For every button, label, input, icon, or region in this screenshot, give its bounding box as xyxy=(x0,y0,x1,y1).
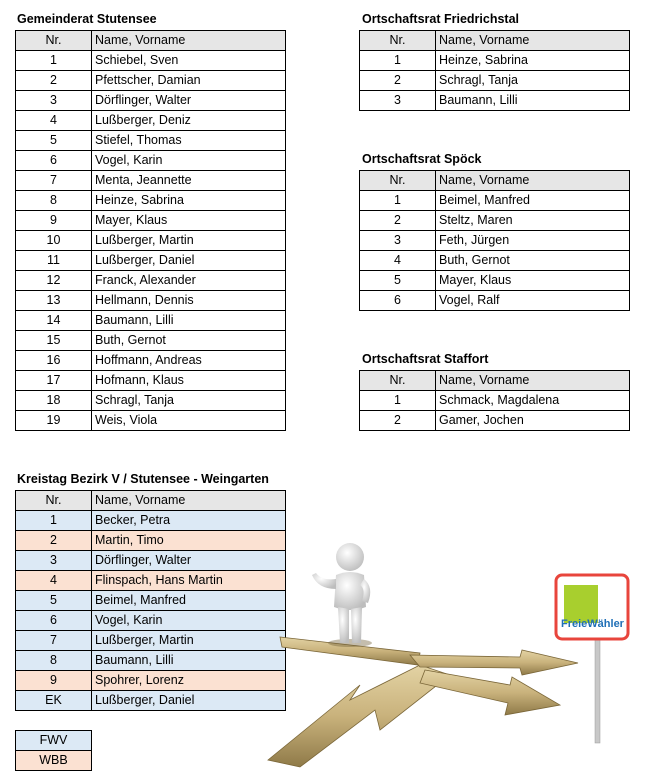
kreistag-row xyxy=(16,511,286,531)
header-nr: Nr. xyxy=(360,171,436,191)
table-header-row xyxy=(16,491,286,511)
row-number: 4 xyxy=(360,251,436,271)
gemeinderat-row xyxy=(16,171,286,191)
row-name: Becker, Petra xyxy=(92,511,286,531)
row-number: 2 xyxy=(360,411,436,431)
table-header-row xyxy=(360,31,630,51)
row-name: Schragl, Tanja xyxy=(92,391,286,411)
row-name: Buth, Gernot xyxy=(92,331,286,351)
row-number: 2 xyxy=(16,531,92,551)
spoeck-row xyxy=(360,271,630,291)
row-name: Dörflinger, Walter xyxy=(92,91,286,111)
row-name: Feth, Jürgen xyxy=(436,231,630,251)
row-number: 18 xyxy=(16,391,92,411)
kreistag-row xyxy=(16,571,286,591)
row-name: Heinze, Sabrina xyxy=(436,51,630,71)
legend-label: FWV xyxy=(16,731,92,751)
row-number: 11 xyxy=(16,251,92,271)
row-number: 12 xyxy=(16,271,92,291)
header-name: Name, Vorname xyxy=(436,31,630,51)
party-legend xyxy=(15,730,92,771)
row-number: 8 xyxy=(16,191,92,211)
gemeinderat-row xyxy=(16,211,286,231)
gemeinderat-row xyxy=(16,191,286,211)
legend-label: WBB xyxy=(16,751,92,771)
legend-item-fwv xyxy=(16,731,92,751)
staffort-row xyxy=(360,411,630,431)
table-header-row xyxy=(16,31,286,51)
friedrichstal-row xyxy=(360,51,630,71)
row-number: 7 xyxy=(16,171,92,191)
arrow-right-down-icon xyxy=(420,670,560,715)
gemeinderat-row xyxy=(16,131,286,151)
gemeinderat-row xyxy=(16,71,286,91)
row-number: 1 xyxy=(16,51,92,71)
row-name: Hellmann, Dennis xyxy=(92,291,286,311)
kreistag-row xyxy=(16,591,286,611)
spoeck-table xyxy=(359,170,630,311)
row-name: Spohrer, Lorenz xyxy=(92,671,286,691)
kreistag-row xyxy=(16,611,286,631)
gemeinderat-row xyxy=(16,51,286,71)
spoeck-row xyxy=(360,291,630,311)
row-name: Vogel, Ralf xyxy=(436,291,630,311)
gemeinderat-row xyxy=(16,231,286,251)
row-name: Martin, Timo xyxy=(92,531,286,551)
row-name: Steltz, Maren xyxy=(436,211,630,231)
friedrichstal-row xyxy=(360,71,630,91)
row-name: Lußberger, Daniel xyxy=(92,691,286,711)
row-name: Dörflinger, Walter xyxy=(92,551,286,571)
gemeinderat-row xyxy=(16,331,286,351)
row-number: 1 xyxy=(360,191,436,211)
row-name: Stiefel, Thomas xyxy=(92,131,286,151)
row-number: 2 xyxy=(360,211,436,231)
row-name: Baumann, Lilli xyxy=(92,311,286,331)
header-nr: Nr. xyxy=(360,371,436,391)
row-name: Schmack, Magdalena xyxy=(436,391,630,411)
row-number: 1 xyxy=(360,51,436,71)
row-number: 4 xyxy=(16,111,92,131)
row-number: EK xyxy=(16,691,92,711)
gemeinderat-row xyxy=(16,391,286,411)
row-name: Beimel, Manfred xyxy=(436,191,630,211)
logo-text: FreieWähler xyxy=(561,618,624,630)
kreistag-row xyxy=(16,691,286,711)
gemeinderat-row xyxy=(16,251,286,271)
spoeck-title: Ortschaftsrat Spöck xyxy=(362,152,482,166)
row-name: Lußberger, Daniel xyxy=(92,251,286,271)
kreistag-row xyxy=(16,551,286,571)
kreistag-row xyxy=(16,531,286,551)
row-name: Vogel, Karin xyxy=(92,151,286,171)
kreistag-title: Kreistag Bezirk V / Stutensee - Weingarten xyxy=(17,472,269,486)
friedrichstal-row xyxy=(360,91,630,111)
kreistag-table xyxy=(15,490,286,711)
row-name: Pfettscher, Damian xyxy=(92,71,286,91)
row-number: 10 xyxy=(16,231,92,251)
table-header-row xyxy=(360,171,630,191)
gemeinderat-row xyxy=(16,411,286,431)
row-number: 1 xyxy=(16,511,92,531)
row-number: 16 xyxy=(16,351,92,371)
person-figure-icon xyxy=(312,543,372,647)
legend-item-wbb xyxy=(16,751,92,771)
row-name: Baumann, Lilli xyxy=(92,651,286,671)
row-number: 14 xyxy=(16,311,92,331)
spoeck-row xyxy=(360,211,630,231)
table-header-row xyxy=(360,371,630,391)
friedrichstal-table xyxy=(359,30,630,111)
gemeinderat-title: Gemeinderat Stutensee xyxy=(17,12,157,26)
gemeinderat-row xyxy=(16,351,286,371)
freie-waehler-sign xyxy=(556,575,628,743)
row-name: Lußberger, Deniz xyxy=(92,111,286,131)
spoeck-row xyxy=(360,231,630,251)
header-nr: Nr. xyxy=(16,31,92,51)
row-number: 15 xyxy=(16,331,92,351)
row-number: 13 xyxy=(16,291,92,311)
row-number: 6 xyxy=(16,611,92,631)
crossroads-illustration xyxy=(260,535,640,775)
row-number: 9 xyxy=(16,671,92,691)
row-name: Lußberger, Martin xyxy=(92,231,286,251)
gemeinderat-row xyxy=(16,271,286,291)
row-number: 3 xyxy=(360,231,436,251)
row-number: 2 xyxy=(360,71,436,91)
row-number: 8 xyxy=(16,651,92,671)
row-number: 3 xyxy=(16,91,92,111)
row-number: 19 xyxy=(16,411,92,431)
row-name: Flinspach, Hans Martin xyxy=(92,571,286,591)
kreistag-row xyxy=(16,651,286,671)
row-number: 17 xyxy=(16,371,92,391)
row-name: Buth, Gernot xyxy=(436,251,630,271)
staffort-title: Ortschaftsrat Staffort xyxy=(362,352,489,366)
header-name: Name, Vorname xyxy=(436,371,630,391)
kreistag-row xyxy=(16,671,286,691)
gemeinderat-row xyxy=(16,111,286,131)
gemeinderat-table xyxy=(15,30,286,431)
header-nr: Nr. xyxy=(16,491,92,511)
header-name: Name, Vorname xyxy=(436,171,630,191)
row-number: 7 xyxy=(16,631,92,651)
row-number: 3 xyxy=(16,551,92,571)
gemeinderat-row xyxy=(16,311,286,331)
friedrichstal-title: Ortschaftsrat Friedrichstal xyxy=(362,12,519,26)
row-name: Gamer, Jochen xyxy=(436,411,630,431)
row-name: Heinze, Sabrina xyxy=(92,191,286,211)
header-name: Name, Vorname xyxy=(92,491,286,511)
gemeinderat-row xyxy=(16,91,286,111)
row-number: 9 xyxy=(16,211,92,231)
kreistag-row xyxy=(16,631,286,651)
gemeinderat-row xyxy=(16,291,286,311)
row-name: Mayer, Klaus xyxy=(436,271,630,291)
staffort-row xyxy=(360,391,630,411)
row-number: 5 xyxy=(360,271,436,291)
gemeinderat-row xyxy=(16,151,286,171)
row-name: Hofmann, Klaus xyxy=(92,371,286,391)
gemeinderat-row xyxy=(16,371,286,391)
row-number: 3 xyxy=(360,91,436,111)
spoeck-row xyxy=(360,191,630,211)
spoeck-row xyxy=(360,251,630,271)
row-number: 2 xyxy=(16,71,92,91)
row-name: Vogel, Karin xyxy=(92,611,286,631)
header-nr: Nr. xyxy=(360,31,436,51)
row-name: Baumann, Lilli xyxy=(436,91,630,111)
row-name: Menta, Jeannette xyxy=(92,171,286,191)
row-number: 1 xyxy=(360,391,436,411)
row-name: Hoffmann, Andreas xyxy=(92,351,286,371)
row-name: Franck, Alexander xyxy=(92,271,286,291)
row-number: 5 xyxy=(16,131,92,151)
row-number: 4 xyxy=(16,571,92,591)
row-name: Mayer, Klaus xyxy=(92,211,286,231)
row-number: 5 xyxy=(16,591,92,611)
row-name: Schiebel, Sven xyxy=(92,51,286,71)
row-name: Weis, Viola xyxy=(92,411,286,431)
row-number: 6 xyxy=(360,291,436,311)
row-name: Schragl, Tanja xyxy=(436,71,630,91)
row-name: Beimel, Manfred xyxy=(92,591,286,611)
staffort-table xyxy=(359,370,630,431)
header-name: Name, Vorname xyxy=(92,31,286,51)
row-name: Lußberger, Martin xyxy=(92,631,286,651)
row-number: 6 xyxy=(16,151,92,171)
